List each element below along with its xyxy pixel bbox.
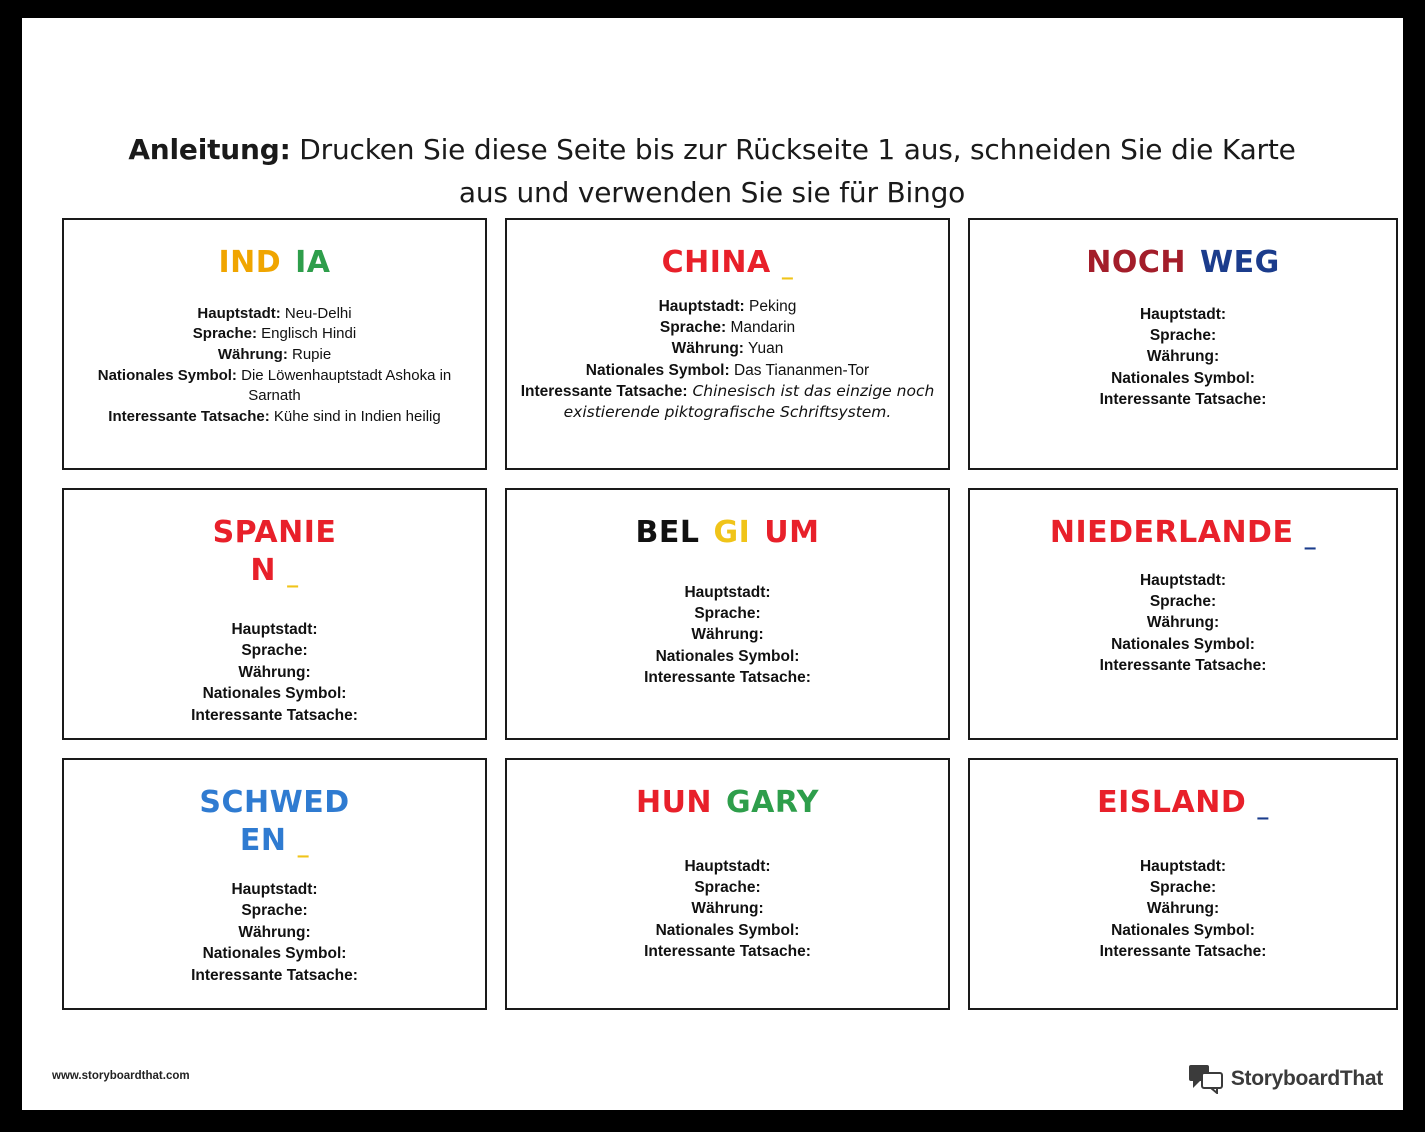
card-field-currency: [76, 922, 473, 943]
card-field-currency: [519, 898, 936, 919]
card-title-part: BEL: [635, 515, 700, 550]
card-field-label: Sprache:: [241, 642, 308, 660]
card-field-language: [982, 591, 1384, 612]
card-field-label: Hauptstadt:: [658, 297, 745, 315]
card-field-label: Hauptstadt:: [231, 881, 318, 898]
card-details: [76, 619, 473, 726]
card-title-part: WEG: [1199, 245, 1280, 280]
card-field-label: Sprache:: [1149, 592, 1217, 610]
card-field-label: Nationales Symbol:: [202, 685, 347, 703]
bingo-card-sweden[interactable]: [62, 758, 487, 1010]
bingo-card-grid: [42, 218, 1382, 1010]
card-field-capital: [519, 856, 936, 877]
card-field-capital: [76, 619, 473, 640]
card-title-part: IA: [295, 245, 331, 280]
card-details: [982, 570, 1384, 677]
card-field-label: Währung:: [238, 923, 311, 941]
card-title-part: CHINA: [661, 245, 771, 280]
card-field-label: Nationales Symbol:: [585, 361, 730, 379]
card-field-label: Interessante Tatsache:: [1099, 657, 1267, 674]
card-title-part: EISLAND: [1097, 785, 1247, 820]
card-field-fact: [519, 381, 936, 424]
card-field-currency: [982, 612, 1384, 633]
card-title-part: UM: [750, 515, 820, 550]
card-field-language: [982, 325, 1384, 346]
card-field-label: Hauptstadt:: [1139, 571, 1227, 589]
card-title: [76, 514, 473, 589]
card-field-label: Interessante Tatsache:: [191, 706, 358, 724]
card-field-value: Die Löwenhauptstadt Ashoka in Sarnath: [236, 366, 452, 405]
card-title-part: [712, 785, 726, 820]
card-field-label: Interessante Tatsache:: [520, 383, 688, 400]
card-field-fact: [519, 941, 936, 962]
card-field-fact: [982, 389, 1384, 410]
brand-name-main: Storyboard: [1230, 1067, 1340, 1090]
card-field-label: Sprache:: [659, 318, 727, 336]
card-field-label: Währung:: [1146, 900, 1220, 918]
card-field-language: [76, 640, 473, 661]
card-title-part: [1186, 245, 1200, 280]
card-field-value: Englisch Hindi: [256, 325, 357, 343]
card-field-label: Hauptstadt:: [684, 583, 771, 601]
card-field-language: [76, 900, 473, 921]
card-field-symbol: [76, 943, 473, 964]
card-field-label: Sprache:: [1149, 326, 1217, 344]
bingo-card-norway[interactable]: [968, 218, 1398, 470]
card-field-currency: [982, 898, 1384, 919]
brand-name: [1231, 1067, 1383, 1091]
card-field-label: Nationales Symbol:: [202, 945, 347, 963]
card-field-capital: [982, 856, 1384, 877]
bingo-card-hungary[interactable]: [505, 758, 950, 1010]
card-field-label: Sprache:: [694, 878, 761, 896]
card-details: [519, 856, 936, 963]
card-title-part: _: [770, 255, 794, 280]
card-title-part: SPANIE: [212, 515, 337, 550]
card-field-label: Nationales Symbol:: [97, 366, 237, 384]
card-field-label: Nationales Symbol:: [655, 647, 800, 665]
card-field-currency: [76, 345, 473, 366]
card-title-part: N: [250, 552, 276, 588]
card-field-symbol: [519, 360, 936, 381]
bingo-card-spain[interactable]: [62, 488, 487, 740]
card-details: [76, 879, 473, 986]
card-field-label: Interessante Tatsache:: [1099, 391, 1267, 408]
card-field-language: [76, 324, 473, 345]
card-title-part: NOCH: [1086, 245, 1187, 280]
worksheet-page: [22, 18, 1403, 1110]
instruction-label: Anleitung:: [128, 133, 291, 166]
card-details: [982, 856, 1384, 963]
card-field-label: Hauptstadt:: [684, 857, 771, 875]
card-field-language: [982, 877, 1384, 898]
card-title: [519, 784, 936, 822]
card-field-currency: [519, 624, 936, 645]
card-field-label: Interessante Tatsache:: [108, 407, 270, 425]
card-title-part: _: [286, 832, 310, 858]
card-field-symbol: [76, 683, 473, 704]
card-details: [982, 304, 1384, 411]
brand-name-suffix: That: [1339, 1067, 1383, 1090]
card-field-language: [519, 317, 936, 338]
instruction-text: [112, 128, 1312, 215]
card-field-value: Peking: [744, 297, 797, 315]
card-field-fact: [982, 655, 1384, 676]
card-title-part: GARY: [726, 785, 820, 820]
card-field-value: Kühe sind in Indien heilig: [269, 407, 441, 425]
footer-url[interactable]: www.storyboardthat.com: [52, 1070, 190, 1082]
card-field-value: Neu-Delhi: [280, 304, 352, 322]
card-field-label: Sprache:: [241, 902, 308, 920]
card-title-part: _: [1246, 795, 1269, 820]
card-field-label: Währung:: [1146, 614, 1220, 632]
card-field-label: Währung:: [691, 626, 764, 644]
card-details: [519, 582, 936, 689]
card-title: [982, 514, 1384, 552]
card-field-label: Nationales Symbol:: [1111, 921, 1255, 939]
card-field-label: Währung:: [1146, 348, 1220, 366]
card-title-part: GI: [699, 515, 751, 550]
card-field-language: [519, 877, 936, 898]
card-field-label: Währung:: [238, 663, 311, 681]
card-title-part: IND: [218, 245, 282, 280]
bingo-card-china[interactable]: [505, 218, 950, 470]
card-field-value: Rupie: [287, 345, 332, 363]
card-field-value: Das Tiananmen-Tor: [729, 361, 870, 379]
card-field-symbol: [76, 366, 473, 407]
card-field-label: Währung:: [691, 900, 764, 918]
card-field-capital: [76, 304, 473, 325]
card-field-label: Sprache:: [192, 325, 257, 343]
card-field-capital: [76, 879, 473, 900]
card-details: [519, 296, 936, 424]
card-title: [76, 244, 473, 282]
card-title-part: _: [1293, 525, 1317, 550]
card-field-symbol: [519, 646, 936, 667]
card-field-symbol: [519, 920, 936, 941]
instruction-body: Drucken Sie diese Seite bis zur Rückseite 1 aus, schneiden Sie die Karte aus und verwenden Sie sie für Bingo: [290, 133, 1296, 210]
card-title-part: NIEDERLANDE: [1049, 515, 1294, 550]
card-field-label: Hauptstadt:: [1139, 857, 1227, 875]
card-field-label: Währung:: [217, 345, 288, 363]
card-details: [76, 304, 473, 428]
card-field-label: Interessante Tatsache:: [1099, 943, 1267, 960]
card-field-fact: [982, 941, 1384, 962]
card-field-fact: [76, 407, 473, 428]
card-field-label: Nationales Symbol:: [1111, 369, 1255, 387]
card-field-label: Hauptstadt:: [197, 304, 281, 322]
card-field-value: Yuan: [743, 340, 784, 358]
card-field-capital: [519, 296, 936, 317]
bingo-card-india[interactable]: [62, 218, 487, 470]
brand-logo: [1189, 1064, 1383, 1094]
card-title: [76, 784, 473, 859]
card-field-capital: [982, 570, 1384, 591]
card-field-capital: [519, 582, 936, 603]
card-field-label: Nationales Symbol:: [655, 921, 800, 939]
card-title-part: [281, 245, 295, 280]
bingo-card-iceland[interactable]: [968, 758, 1398, 1010]
card-title: [982, 244, 1384, 282]
card-field-label: Interessante Tatsache:: [644, 669, 811, 686]
card-title-part: _: [275, 562, 299, 588]
card-field-capital: [982, 304, 1384, 325]
card-field-label: Sprache:: [694, 604, 761, 622]
card-field-label: Hauptstadt:: [231, 621, 318, 638]
card-field-symbol: [982, 920, 1384, 941]
card-field-label: Sprache:: [1149, 878, 1217, 896]
card-field-label: Interessante Tatsache:: [191, 966, 358, 984]
bingo-card-netherlands[interactable]: [968, 488, 1398, 740]
card-field-label: Interessante Tatsache:: [644, 943, 811, 960]
card-field-label: Nationales Symbol:: [1111, 635, 1255, 653]
card-field-symbol: [982, 368, 1384, 389]
card-title-part: EN: [239, 822, 287, 858]
bingo-card-belgium[interactable]: [505, 488, 950, 740]
card-title: [982, 784, 1384, 822]
card-field-fact: [76, 705, 473, 726]
card-field-fact: [76, 965, 473, 986]
card-field-symbol: [982, 634, 1384, 655]
card-field-value: Chinesisch ist das einzige noch existierende piktografische Schriftsystem.: [563, 382, 935, 422]
card-field-value: Mandarin: [726, 318, 796, 336]
card-title: [519, 244, 936, 282]
card-field-currency: [982, 346, 1384, 367]
card-field-currency: [519, 338, 936, 359]
card-field-currency: [76, 662, 473, 683]
card-title-part: HUN: [635, 785, 713, 820]
speech-bubble-icon: [1189, 1064, 1223, 1094]
card-field-label: Währung:: [671, 340, 744, 358]
card-title: [519, 514, 936, 552]
card-title-part: SCHWED: [199, 785, 350, 820]
card-field-label: Hauptstadt:: [1139, 305, 1227, 323]
card-field-fact: [519, 667, 936, 688]
card-field-language: [519, 603, 936, 624]
